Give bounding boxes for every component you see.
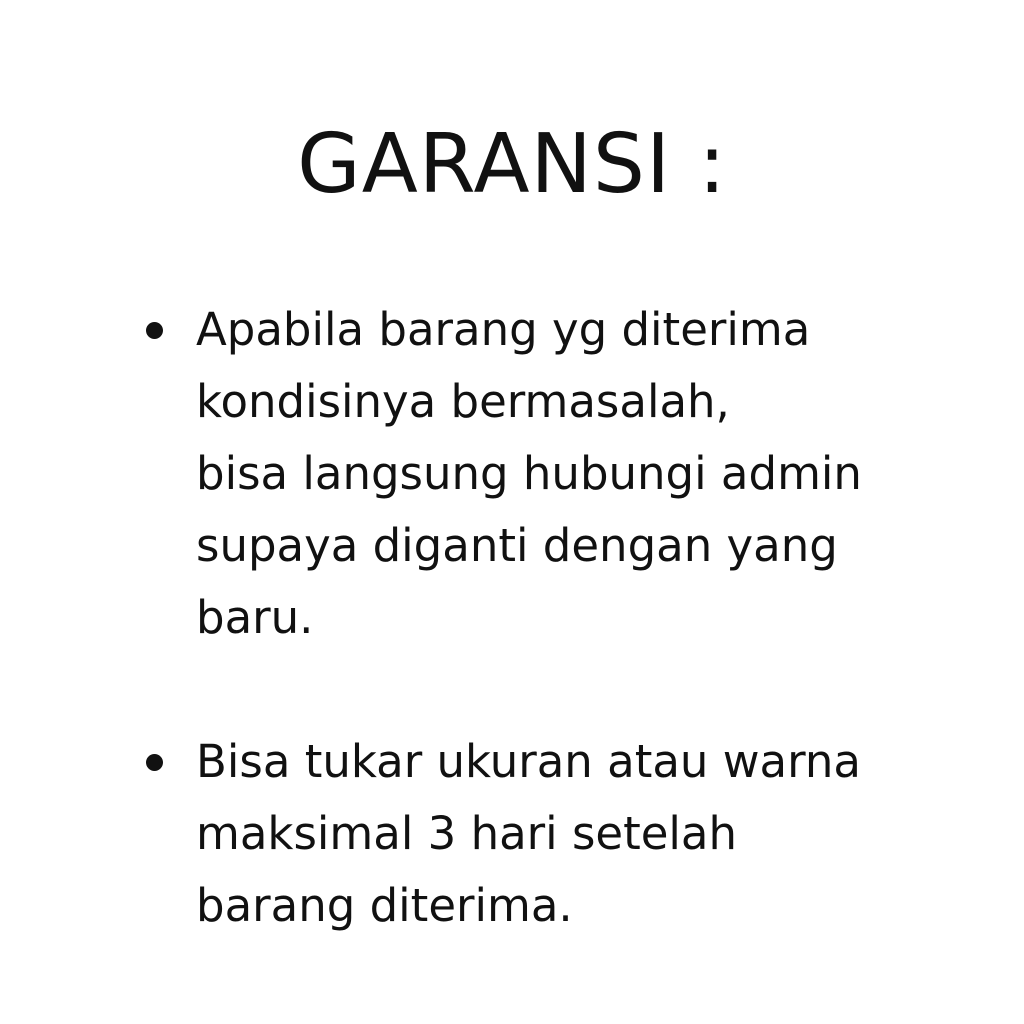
item-line: Bisa tukar ukuran atau warna (196, 735, 861, 788)
list-item (140, 294, 1000, 654)
list-item (140, 726, 1000, 942)
item-line: baru. (196, 591, 314, 644)
bullet-dot-icon (146, 754, 163, 771)
warranty-list (140, 294, 1000, 942)
item-line: Apabila barang yg diterima (196, 303, 811, 356)
item-line: barang diterima. (196, 879, 573, 932)
page-title: GARANSI : (297, 117, 727, 212)
item-line: kondisinya bermasalah, (196, 375, 730, 428)
item-line: maksimal 3 hari setelah (196, 807, 738, 860)
item-line: supaya diganti dengan yang (196, 519, 838, 572)
item-line: bisa langsung hubungi admin (196, 447, 862, 500)
bullet-dot-icon (146, 322, 163, 339)
